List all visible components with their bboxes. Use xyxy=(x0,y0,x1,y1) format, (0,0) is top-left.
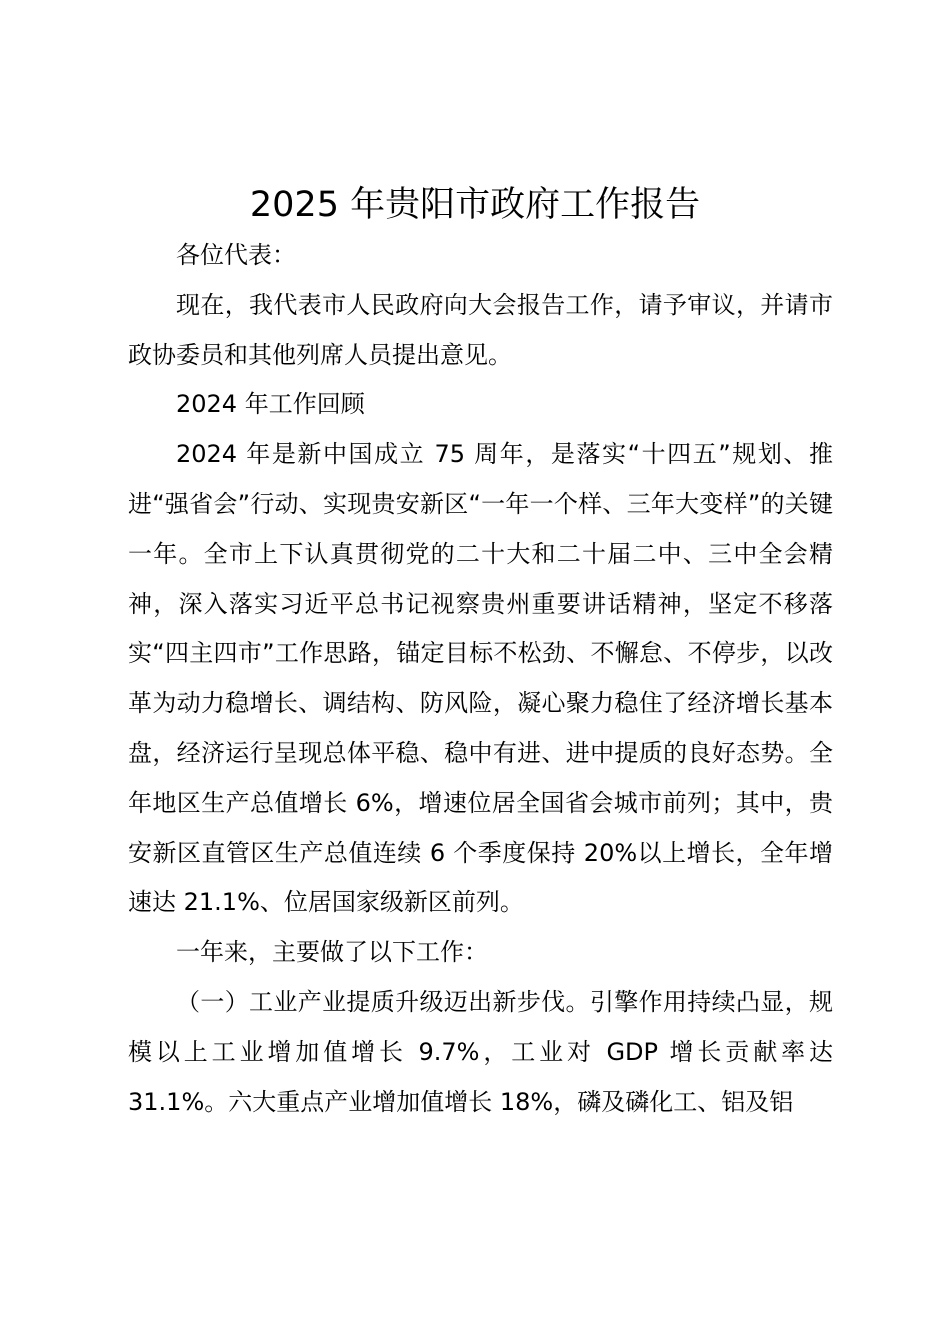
paragraph-overview: 2024 年是新中国成立 75 周年，是落实“十四五”规划、推进“强省会”行动、实现贵安新区“一年一个样、三年大变样”的关键一年。全市上下认真贯彻党的二十大和二十届二中、三中全会精神，深入落实习近平总书记视察贵州重要讲话精神，坚定不移落实“四主四市”工作思路，锚定目标不松劲、不懈怠、不停步，以改革为动力稳增长、调结构、防风险，凝心聚力稳住了经济增长基本盘，经济运行呈现总体平稳、稳中有进、进中提质的良好态势。全年地区生产总值增长 6%，增速位居全国省会城市前列；其中，贵安新区直管区生产总值连续 6 个季度保持 20%以上增长，全年增速达 21.1%、位居国家级新区前列。 xyxy=(128,440,833,917)
paragraph-salutation: 各位代表： xyxy=(176,241,296,269)
paragraph-work-intro: 一年来，主要做了以下工作： xyxy=(176,938,488,967)
paragraph-intro: 现在，我代表市人民政府向大会报告工作，请予审议，并请市政协委员和其他列席人员提出意见。 xyxy=(128,290,833,369)
paragraph-industry: （一）工业产业提质升级迈出新步伐。引擎作用持续凸显，规模以上工业增加值增长 9.7%，工业对 GDP 增长贡献率达 31.1%。六大重点产业增加值增长 18%，磷及磷化工、铝及铝 xyxy=(128,987,833,1116)
section-heading-review: 2024 年工作回顾 xyxy=(176,390,365,419)
document-title: 2025 年贵阳市政府工作报告 xyxy=(249,185,701,225)
document-body xyxy=(128,231,833,1127)
